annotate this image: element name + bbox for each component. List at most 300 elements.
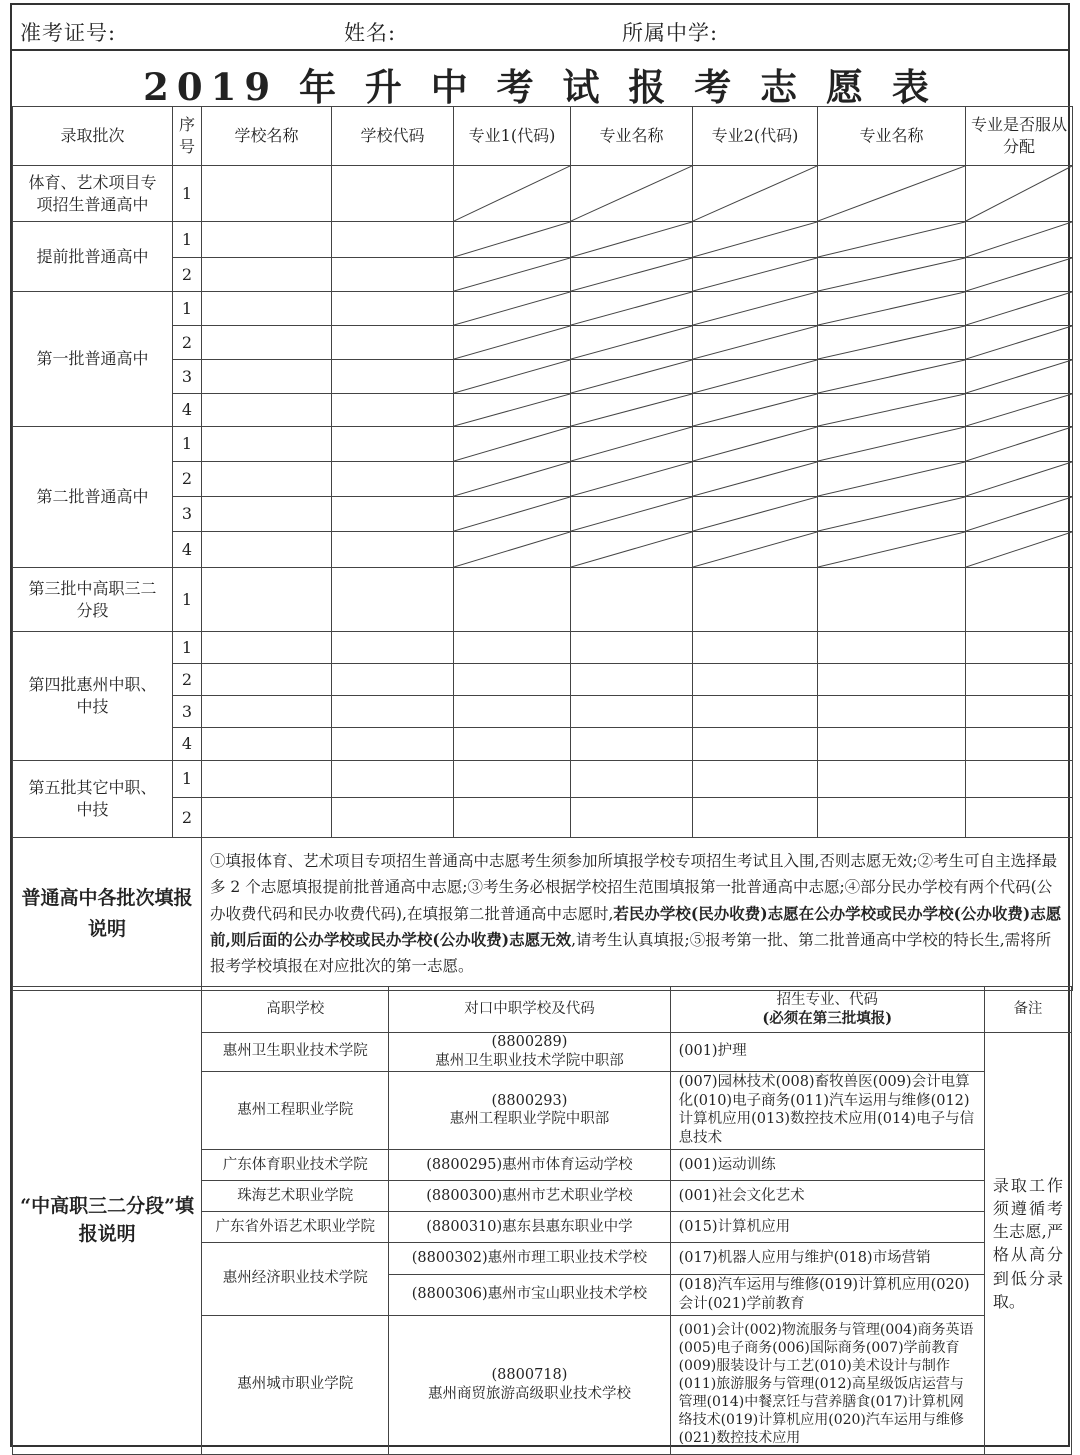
diagonal-strike bbox=[818, 462, 965, 496]
major2-code-cell bbox=[693, 292, 818, 326]
seq-number: 2 bbox=[173, 462, 202, 497]
college-name: 惠州卫生职业技术学院 bbox=[202, 1033, 389, 1072]
major2-name-cell[interactable] bbox=[818, 632, 966, 664]
diagonal-line bbox=[966, 462, 1072, 496]
major1-code-cell bbox=[454, 166, 571, 222]
college-name: 惠州城市职业学院 bbox=[202, 1315, 389, 1454]
major2-name-cell bbox=[818, 532, 966, 568]
vocational-table bbox=[12, 986, 1072, 1455]
school-name-cell[interactable] bbox=[202, 696, 332, 728]
diagonal-line bbox=[818, 326, 965, 359]
seq-number: 1 bbox=[173, 427, 202, 462]
diagonal-strike bbox=[966, 394, 1072, 426]
school-name-cell[interactable] bbox=[202, 798, 332, 838]
major-list: (001)社会文化艺术 bbox=[670, 1181, 984, 1212]
major-list: (001)护理 bbox=[670, 1033, 984, 1072]
seq-number: 1 bbox=[173, 761, 202, 798]
diagonal-strike bbox=[571, 360, 692, 393]
major1-name-cell bbox=[571, 258, 693, 292]
major1-name-cell[interactable] bbox=[571, 728, 693, 761]
major1-code-cell[interactable] bbox=[454, 728, 571, 761]
diagonal-strike bbox=[818, 532, 965, 567]
major1-code-cell bbox=[454, 258, 571, 292]
volunteer-row bbox=[13, 222, 1073, 258]
major2-col-header: 专业2(代码) bbox=[693, 107, 818, 166]
obey-assignment-cell[interactable] bbox=[966, 664, 1073, 696]
diagonal-line bbox=[818, 427, 965, 461]
obey-assignment-cell bbox=[966, 258, 1073, 292]
diagonal-strike bbox=[818, 497, 965, 531]
seq-number: 4 bbox=[173, 394, 202, 427]
major2-name-cell bbox=[818, 360, 966, 394]
seq-number: 4 bbox=[173, 532, 202, 568]
major2-code-cell[interactable] bbox=[693, 664, 818, 696]
batch-label: 第三批中高职三二分段 bbox=[13, 568, 173, 632]
school-name-cell[interactable] bbox=[202, 532, 332, 568]
diagonal-line bbox=[693, 258, 817, 291]
school-code-cell[interactable] bbox=[332, 292, 454, 326]
diagonal-line bbox=[966, 258, 1072, 291]
diagonal-strike bbox=[571, 532, 692, 567]
diagonal-line bbox=[693, 532, 817, 567]
seq-number: 1 bbox=[173, 166, 202, 222]
major1-code-cell bbox=[454, 292, 571, 326]
diagonal-strike bbox=[966, 427, 1072, 461]
major2-name-cell bbox=[818, 292, 966, 326]
mid-school: (8800310)惠东县惠东职业中学 bbox=[389, 1212, 670, 1243]
diagonal-line bbox=[454, 258, 570, 291]
diagonal-line bbox=[818, 462, 965, 496]
diagonal-line bbox=[693, 462, 817, 496]
school-name-cell[interactable] bbox=[202, 360, 332, 394]
diagonal-strike bbox=[571, 462, 692, 496]
obey-assignment-cell bbox=[966, 326, 1073, 360]
major2-name-cell bbox=[818, 497, 966, 532]
col-head-remark: 备注 bbox=[984, 987, 1071, 1033]
seq-number: 1 bbox=[173, 568, 202, 632]
diagonal-line bbox=[966, 532, 1072, 567]
school-code-cell[interactable] bbox=[332, 497, 454, 532]
diagonal-strike bbox=[693, 360, 817, 393]
major2-name-cell bbox=[818, 326, 966, 360]
school-name-cell[interactable] bbox=[202, 258, 332, 292]
diagonal-line bbox=[454, 394, 570, 426]
diagonal-line bbox=[571, 258, 692, 291]
school-name-cell[interactable] bbox=[202, 394, 332, 427]
major1-name-cell bbox=[571, 222, 693, 258]
seq-number: 1 bbox=[173, 292, 202, 326]
major-list: (015)计算机应用 bbox=[670, 1212, 984, 1243]
major2-name-cell[interactable] bbox=[818, 664, 966, 696]
notes-title: 普通高中各批次填报说明 bbox=[13, 838, 202, 991]
major1-name-cell[interactable] bbox=[571, 798, 693, 838]
header-divider bbox=[12, 49, 1068, 51]
major2-code-cell[interactable] bbox=[693, 728, 818, 761]
school-name-cell[interactable] bbox=[202, 292, 332, 326]
diagonal-line bbox=[966, 360, 1072, 393]
diagonal-strike bbox=[571, 394, 692, 426]
diagonal-line bbox=[818, 222, 965, 257]
college-name: 惠州经济职业技术学院 bbox=[202, 1243, 389, 1316]
major1-name-cell bbox=[571, 360, 693, 394]
major2-name-cell[interactable] bbox=[818, 728, 966, 761]
diagonal-strike bbox=[966, 462, 1072, 496]
school-name-cell[interactable] bbox=[202, 728, 332, 761]
diagonal-strike bbox=[693, 166, 817, 221]
major1-name-cell bbox=[571, 326, 693, 360]
school-code-cell[interactable] bbox=[332, 166, 454, 222]
obey-assignment-cell bbox=[966, 427, 1073, 462]
school-name-cell[interactable] bbox=[202, 326, 332, 360]
volunteer-table bbox=[12, 106, 1073, 838]
diagonal-strike bbox=[966, 222, 1072, 257]
major2-name-cell bbox=[818, 427, 966, 462]
major1-code-cell[interactable] bbox=[454, 696, 571, 728]
major1-name-cell bbox=[571, 497, 693, 532]
diagonal-line bbox=[818, 532, 965, 567]
major1-name-cell bbox=[571, 532, 693, 568]
major2-name-cell bbox=[818, 394, 966, 427]
diagonal-line bbox=[966, 497, 1072, 531]
major-list: (007)园林技术(008)畜牧兽医(009)会计电算化(010)电子商务(011)汽车运用与维修(012)计算机应用(013)数控技术应用(014)电子与信息技术 bbox=[670, 1071, 984, 1149]
major-list: (018)汽车运用与维修(019)计算机应用(020)会计(021)学前教育 bbox=[670, 1275, 984, 1316]
diagonal-line bbox=[454, 222, 570, 257]
major2-name-cell bbox=[818, 258, 966, 292]
diagonal-line bbox=[571, 497, 692, 531]
school-code-cell[interactable] bbox=[332, 664, 454, 696]
school-code-cell[interactable] bbox=[332, 761, 454, 798]
obey-assignment-cell bbox=[966, 166, 1073, 222]
major1-name-cell[interactable] bbox=[571, 664, 693, 696]
major1-col-header: 专业1(代码) bbox=[454, 107, 571, 166]
diagonal-line bbox=[454, 532, 570, 567]
major2-name-cell bbox=[818, 166, 966, 222]
major1-name-cell[interactable] bbox=[571, 632, 693, 664]
major1-name-cell bbox=[571, 292, 693, 326]
obey-assignment-cell[interactable] bbox=[966, 632, 1073, 664]
major1-code-cell bbox=[454, 427, 571, 462]
college-name: 珠海艺术职业学院 bbox=[202, 1181, 389, 1212]
major2-code-cell bbox=[693, 532, 818, 568]
major2-code-cell bbox=[693, 497, 818, 532]
major2-name-cell bbox=[818, 462, 966, 497]
diagonal-strike bbox=[454, 532, 570, 567]
diagonal-strike bbox=[693, 292, 817, 325]
diagonal-line bbox=[693, 360, 817, 393]
mid-school: (8800718) 惠州商贸旅游高级职业技术学校 bbox=[389, 1315, 670, 1454]
diagonal-line bbox=[693, 292, 817, 325]
major1-code-cell[interactable] bbox=[454, 568, 571, 632]
major1-code-cell bbox=[454, 222, 571, 258]
major-list: (017)机器人应用与维护(018)市场营销 bbox=[670, 1243, 984, 1275]
diagonal-strike bbox=[693, 394, 817, 426]
diagonal-strike bbox=[966, 360, 1072, 393]
diagonal-line bbox=[571, 532, 692, 567]
college-name: 广东省外语艺术职业学院 bbox=[202, 1212, 389, 1243]
school-code-cell[interactable] bbox=[332, 394, 454, 427]
school-code-cell[interactable] bbox=[332, 568, 454, 632]
major1-code-cell[interactable] bbox=[454, 798, 571, 838]
seq-number: 3 bbox=[173, 696, 202, 728]
obey-assignment-cell[interactable] bbox=[966, 761, 1073, 798]
college-name: 广东体育职业技术学院 bbox=[202, 1150, 389, 1181]
major2-code-cell bbox=[693, 258, 818, 292]
major1-code-cell bbox=[454, 326, 571, 360]
seq-number: 4 bbox=[173, 728, 202, 761]
seq-number: 2 bbox=[173, 326, 202, 360]
diagonal-line bbox=[571, 427, 692, 461]
diagonal-strike bbox=[454, 222, 570, 257]
obey-assignment-cell[interactable] bbox=[966, 568, 1073, 632]
major1-name-cell bbox=[571, 462, 693, 497]
obey-assignment-cell[interactable] bbox=[966, 798, 1073, 838]
mid-school: (8800302)惠州市理工职业技术学校 bbox=[389, 1243, 670, 1275]
diagonal-strike bbox=[818, 222, 965, 257]
diagonal-strike bbox=[571, 292, 692, 325]
diagonal-strike bbox=[693, 462, 817, 496]
major1-code-cell[interactable] bbox=[454, 761, 571, 798]
major2-name-col-header: 专业名称 bbox=[818, 107, 966, 166]
school-code-cell[interactable] bbox=[332, 360, 454, 394]
major2-code-cell bbox=[693, 427, 818, 462]
major2-code-cell[interactable] bbox=[693, 798, 818, 838]
batch-label: 提前批普通高中 bbox=[13, 222, 173, 292]
diagonal-line bbox=[966, 394, 1072, 426]
major2-name-cell[interactable] bbox=[818, 568, 966, 632]
diagonal-line bbox=[571, 394, 692, 426]
diagonal-strike bbox=[693, 326, 817, 359]
diagonal-line bbox=[966, 326, 1072, 359]
major1-name-cell bbox=[571, 427, 693, 462]
diagonal-strike bbox=[818, 166, 965, 221]
school-name-col-header: 学校名称 bbox=[202, 107, 332, 166]
seq-col-header: 序号 bbox=[173, 107, 202, 166]
diagonal-strike bbox=[454, 394, 570, 426]
diagonal-strike bbox=[571, 427, 692, 461]
diagonal-strike bbox=[693, 222, 817, 257]
col-head-major: 招生专业、代码 (必须在第三批填报) bbox=[670, 987, 984, 1033]
volunteer-row bbox=[13, 761, 1073, 798]
diagonal-strike bbox=[818, 292, 965, 325]
major-list: (001)会计(002)物流服务与管理(004)商务英语(005)电子商务(006)国际商务(007)学前教育(009)服装设计与工艺(010)美术设计与制作(011)旅游服务与管理(012)高星级饭店运营与管理(014)中餐烹饪与营养膳食(017)计算机网络技术(019)计算机应用(020)汽车运用与维修(021)数控技术应用 bbox=[670, 1315, 984, 1454]
major1-name-cell[interactable] bbox=[571, 761, 693, 798]
major1-code-cell bbox=[454, 532, 571, 568]
major2-code-cell[interactable] bbox=[693, 632, 818, 664]
diagonal-line bbox=[571, 222, 692, 257]
diagonal-strike bbox=[818, 427, 965, 461]
major2-name-cell[interactable] bbox=[818, 798, 966, 838]
diagonal-strike bbox=[693, 497, 817, 531]
major1-code-cell bbox=[454, 394, 571, 427]
diagonal-line bbox=[454, 166, 570, 221]
diagonal-strike bbox=[571, 258, 692, 291]
batch-label: 第一批普通高中 bbox=[13, 292, 173, 427]
diagonal-strike bbox=[454, 497, 570, 531]
major1-code-cell bbox=[454, 462, 571, 497]
major1-code-cell bbox=[454, 360, 571, 394]
major2-code-cell bbox=[693, 394, 818, 427]
school-name-cell[interactable] bbox=[202, 166, 332, 222]
school-code-cell[interactable] bbox=[332, 222, 454, 258]
school-name-cell[interactable] bbox=[202, 632, 332, 664]
mid-school: (8800306)惠州市宝山职业技术学校 bbox=[389, 1275, 670, 1316]
diagonal-line bbox=[966, 292, 1072, 325]
school-code-cell[interactable] bbox=[332, 258, 454, 292]
seq-number: 2 bbox=[173, 258, 202, 292]
diagonal-line bbox=[818, 360, 965, 393]
obey-assignment-cell bbox=[966, 532, 1073, 568]
diagonal-strike bbox=[818, 326, 965, 359]
school-name-cell[interactable] bbox=[202, 568, 332, 632]
major1-code-cell[interactable] bbox=[454, 664, 571, 696]
diagonal-line bbox=[693, 394, 817, 426]
diagonal-strike bbox=[966, 532, 1072, 567]
school-code-cell[interactable] bbox=[332, 798, 454, 838]
diagonal-strike bbox=[818, 360, 965, 393]
obey-col-header: 专业是否服从分配 bbox=[966, 107, 1073, 166]
diagonal-line bbox=[693, 222, 817, 257]
diagonal-line bbox=[571, 360, 692, 393]
diagonal-line bbox=[454, 427, 570, 461]
obey-assignment-cell[interactable] bbox=[966, 696, 1073, 728]
diagonal-strike bbox=[966, 326, 1072, 359]
seq-number: 1 bbox=[173, 632, 202, 664]
school-name-cell[interactable] bbox=[202, 664, 332, 696]
notes-bold-warning: 若民办学校(民办收费)志愿在公办学校或民办学校(公办收费)志愿前,则后面的公办学校或民办学校(公办收费)志愿无效 bbox=[210, 903, 1062, 950]
school-code-cell[interactable] bbox=[332, 696, 454, 728]
diagonal-strike bbox=[693, 258, 817, 291]
application-form bbox=[10, 3, 1070, 1447]
diagonal-line bbox=[966, 222, 1072, 257]
seq-number: 1 bbox=[173, 222, 202, 258]
school-code-cell[interactable] bbox=[332, 532, 454, 568]
major-list: (001)运动训练 bbox=[670, 1150, 984, 1181]
major2-code-cell[interactable] bbox=[693, 568, 818, 632]
major2-code-cell bbox=[693, 360, 818, 394]
diagonal-line bbox=[693, 166, 817, 221]
diagonal-strike bbox=[454, 427, 570, 461]
school-code-cell[interactable] bbox=[332, 326, 454, 360]
batch-col-header: 录取批次 bbox=[13, 107, 173, 166]
major1-name-col-header: 专业名称 bbox=[571, 107, 693, 166]
diagonal-strike bbox=[571, 222, 692, 257]
volunteer-row bbox=[13, 632, 1073, 664]
diagonal-strike bbox=[571, 166, 692, 221]
school-code-cell[interactable] bbox=[332, 632, 454, 664]
col-head-mid-school: 对口中职学校及代码 bbox=[389, 987, 670, 1033]
diagonal-strike bbox=[454, 258, 570, 291]
school-name-cell[interactable] bbox=[202, 497, 332, 532]
diagonal-strike bbox=[454, 326, 570, 359]
major2-code-cell bbox=[693, 326, 818, 360]
school-code-col-header: 学校代码 bbox=[332, 107, 454, 166]
seq-number: 2 bbox=[173, 664, 202, 696]
school-code-cell[interactable] bbox=[332, 462, 454, 497]
mid-school: (8800293) 惠州工程职业学院中职部 bbox=[389, 1071, 670, 1149]
school-name-cell[interactable] bbox=[202, 761, 332, 798]
exam-number-label: 准考证号: bbox=[20, 21, 117, 45]
major2-code-cell[interactable] bbox=[693, 761, 818, 798]
diagonal-line bbox=[966, 427, 1072, 461]
major2-code-cell[interactable] bbox=[693, 696, 818, 728]
volunteer-row bbox=[13, 292, 1073, 326]
diagonal-line bbox=[818, 497, 965, 531]
obey-assignment-cell bbox=[966, 497, 1073, 532]
obey-assignment-cell[interactable] bbox=[966, 728, 1073, 761]
college-name: 惠州工程职业学院 bbox=[202, 1071, 389, 1149]
diagonal-strike bbox=[693, 532, 817, 567]
major2-code-cell bbox=[693, 462, 818, 497]
col-head-college: 高职学校 bbox=[202, 987, 389, 1033]
major2-name-cell bbox=[818, 222, 966, 258]
diagonal-line bbox=[571, 462, 692, 496]
school-name-cell[interactable] bbox=[202, 222, 332, 258]
diagonal-strike bbox=[454, 292, 570, 325]
obey-assignment-cell bbox=[966, 462, 1073, 497]
diagonal-line bbox=[454, 360, 570, 393]
major1-code-cell[interactable] bbox=[454, 632, 571, 664]
major2-name-cell[interactable] bbox=[818, 761, 966, 798]
diagonal-line bbox=[818, 292, 965, 325]
seq-number: 3 bbox=[173, 497, 202, 532]
major1-code-cell bbox=[454, 497, 571, 532]
batch-label: 第二批普通高中 bbox=[13, 427, 173, 568]
school-code-cell[interactable] bbox=[332, 427, 454, 462]
school-label: 所属中学: bbox=[622, 21, 719, 45]
diagonal-strike bbox=[571, 497, 692, 531]
obey-assignment-cell bbox=[966, 292, 1073, 326]
major1-name-cell bbox=[571, 394, 693, 427]
diagonal-line bbox=[693, 326, 817, 359]
diagonal-strike bbox=[818, 394, 965, 426]
major1-name-cell bbox=[571, 166, 693, 222]
diagonal-line bbox=[966, 166, 1072, 221]
batch-label: 第五批其它中职、中技 bbox=[13, 761, 173, 838]
major1-name-cell[interactable] bbox=[571, 696, 693, 728]
volunteer-row bbox=[13, 568, 1073, 632]
major2-name-cell[interactable] bbox=[818, 696, 966, 728]
diagonal-strike bbox=[693, 427, 817, 461]
diagonal-strike bbox=[571, 326, 692, 359]
diagonal-line bbox=[571, 166, 692, 221]
obey-assignment-cell bbox=[966, 394, 1073, 427]
seq-number: 3 bbox=[173, 360, 202, 394]
diagonal-line bbox=[454, 326, 570, 359]
major2-code-cell bbox=[693, 166, 818, 222]
school-name-cell[interactable] bbox=[202, 427, 332, 462]
diagonal-strike bbox=[966, 166, 1072, 221]
obey-assignment-cell bbox=[966, 222, 1073, 258]
diagonal-line bbox=[571, 326, 692, 359]
name-label: 姓名: bbox=[344, 21, 397, 45]
major1-name-cell[interactable] bbox=[571, 568, 693, 632]
volunteer-row bbox=[13, 166, 1073, 222]
diagonal-line bbox=[454, 497, 570, 531]
diagonal-strike bbox=[966, 258, 1072, 291]
diagonal-line bbox=[571, 292, 692, 325]
school-name-cell[interactable] bbox=[202, 462, 332, 497]
volunteer-row bbox=[13, 427, 1073, 462]
vocational-title: “中高职三二分段”填报说明 bbox=[13, 987, 202, 1455]
diagonal-line bbox=[693, 497, 817, 531]
form-title: 2019 年 升 中 考 试 报 考 志 愿 表 bbox=[143, 65, 937, 109]
diagonal-strike bbox=[818, 258, 965, 291]
diagonal-line bbox=[818, 166, 965, 221]
diagonal-strike bbox=[454, 462, 570, 496]
school-code-cell[interactable] bbox=[332, 728, 454, 761]
remark-text: 录取工作须遵循考生志愿,严格从高分到低分录取。 bbox=[984, 1033, 1071, 1455]
mid-school: (8800289) 惠州卫生职业技术学院中职部 bbox=[389, 1033, 670, 1072]
